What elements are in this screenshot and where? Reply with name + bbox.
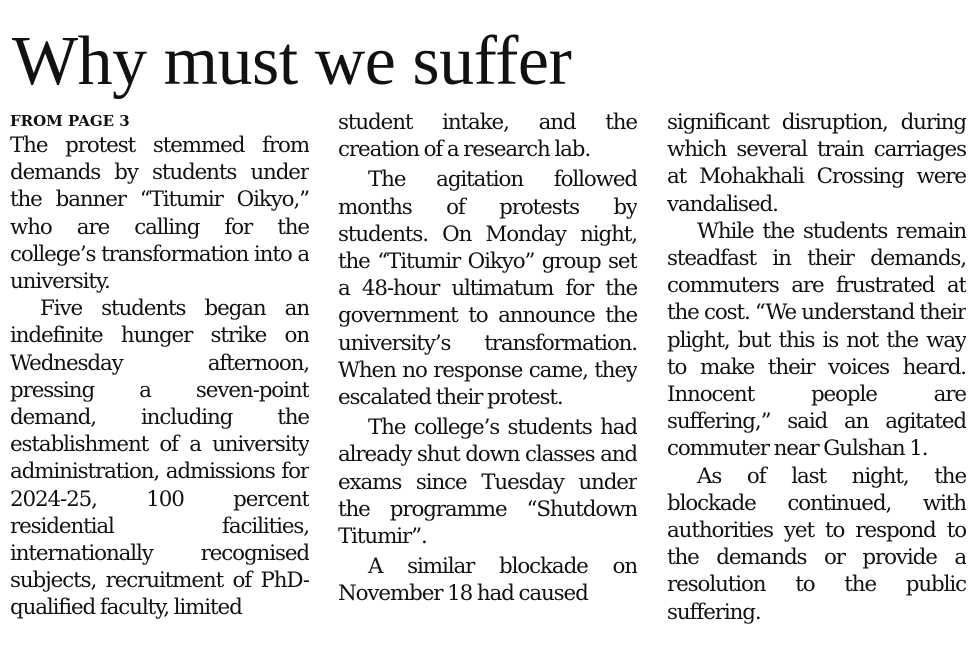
- continuation-kicker: FROM PAGE 3: [10, 112, 130, 130]
- paragraph-1: The protest stemmed from demands by students under the banner “Titumir Oikyo,” who are calling for the college’s transformation into a university.: [10, 133, 309, 295]
- paragraph-3: The agitation followed months of protests by students. On Monday night, the “Titumir Oikyo” group set a 48-hour ultimatum for the government to announce the university’s transformation. When no response came, they escalated their protest.: [338, 167, 637, 411]
- article-column-2: [338, 109, 637, 669]
- paragraph-7: As of last night, the blockade continued, with authorities yet to respond to the demands or provide a resolution to the public suffering.: [667, 463, 966, 625]
- article-column-3: [667, 109, 966, 669]
- paragraph-2: Five students began an indefinite hunger strike on Wednesday afternoon, pressing a seven-point demand, including the establishment of a university administration, admissions for 2024-25, 100 percent residential facilities, internationally recognised subjects, recruitment of PhD-qualified faculty, limited: [10, 296, 309, 621]
- paragraph-5-continued: significant disruption, during which several train carriages at Mohakhali Crossing were vandalised.: [667, 110, 966, 217]
- headline: Why must we suffer: [12, 23, 572, 100]
- article-column-1: [10, 109, 309, 669]
- paragraph-4: The college’s students had already shut down classes and exams since Tuesday under the programme “Shutdown Titumir”.: [338, 415, 637, 550]
- paragraph-6: While the students remain steadfast in their demands, commuters are frustrated at the cost. “We understand their plight, but this is not the way to make their voices heard. Innocent people are suffering,” said an agitated commuter near Gulshan 1.: [667, 218, 966, 462]
- paragraph-2-continued: student intake, and the creation of a research lab.: [338, 110, 637, 163]
- paragraph-5: A similar blockade on November 18 had caused: [338, 554, 637, 607]
